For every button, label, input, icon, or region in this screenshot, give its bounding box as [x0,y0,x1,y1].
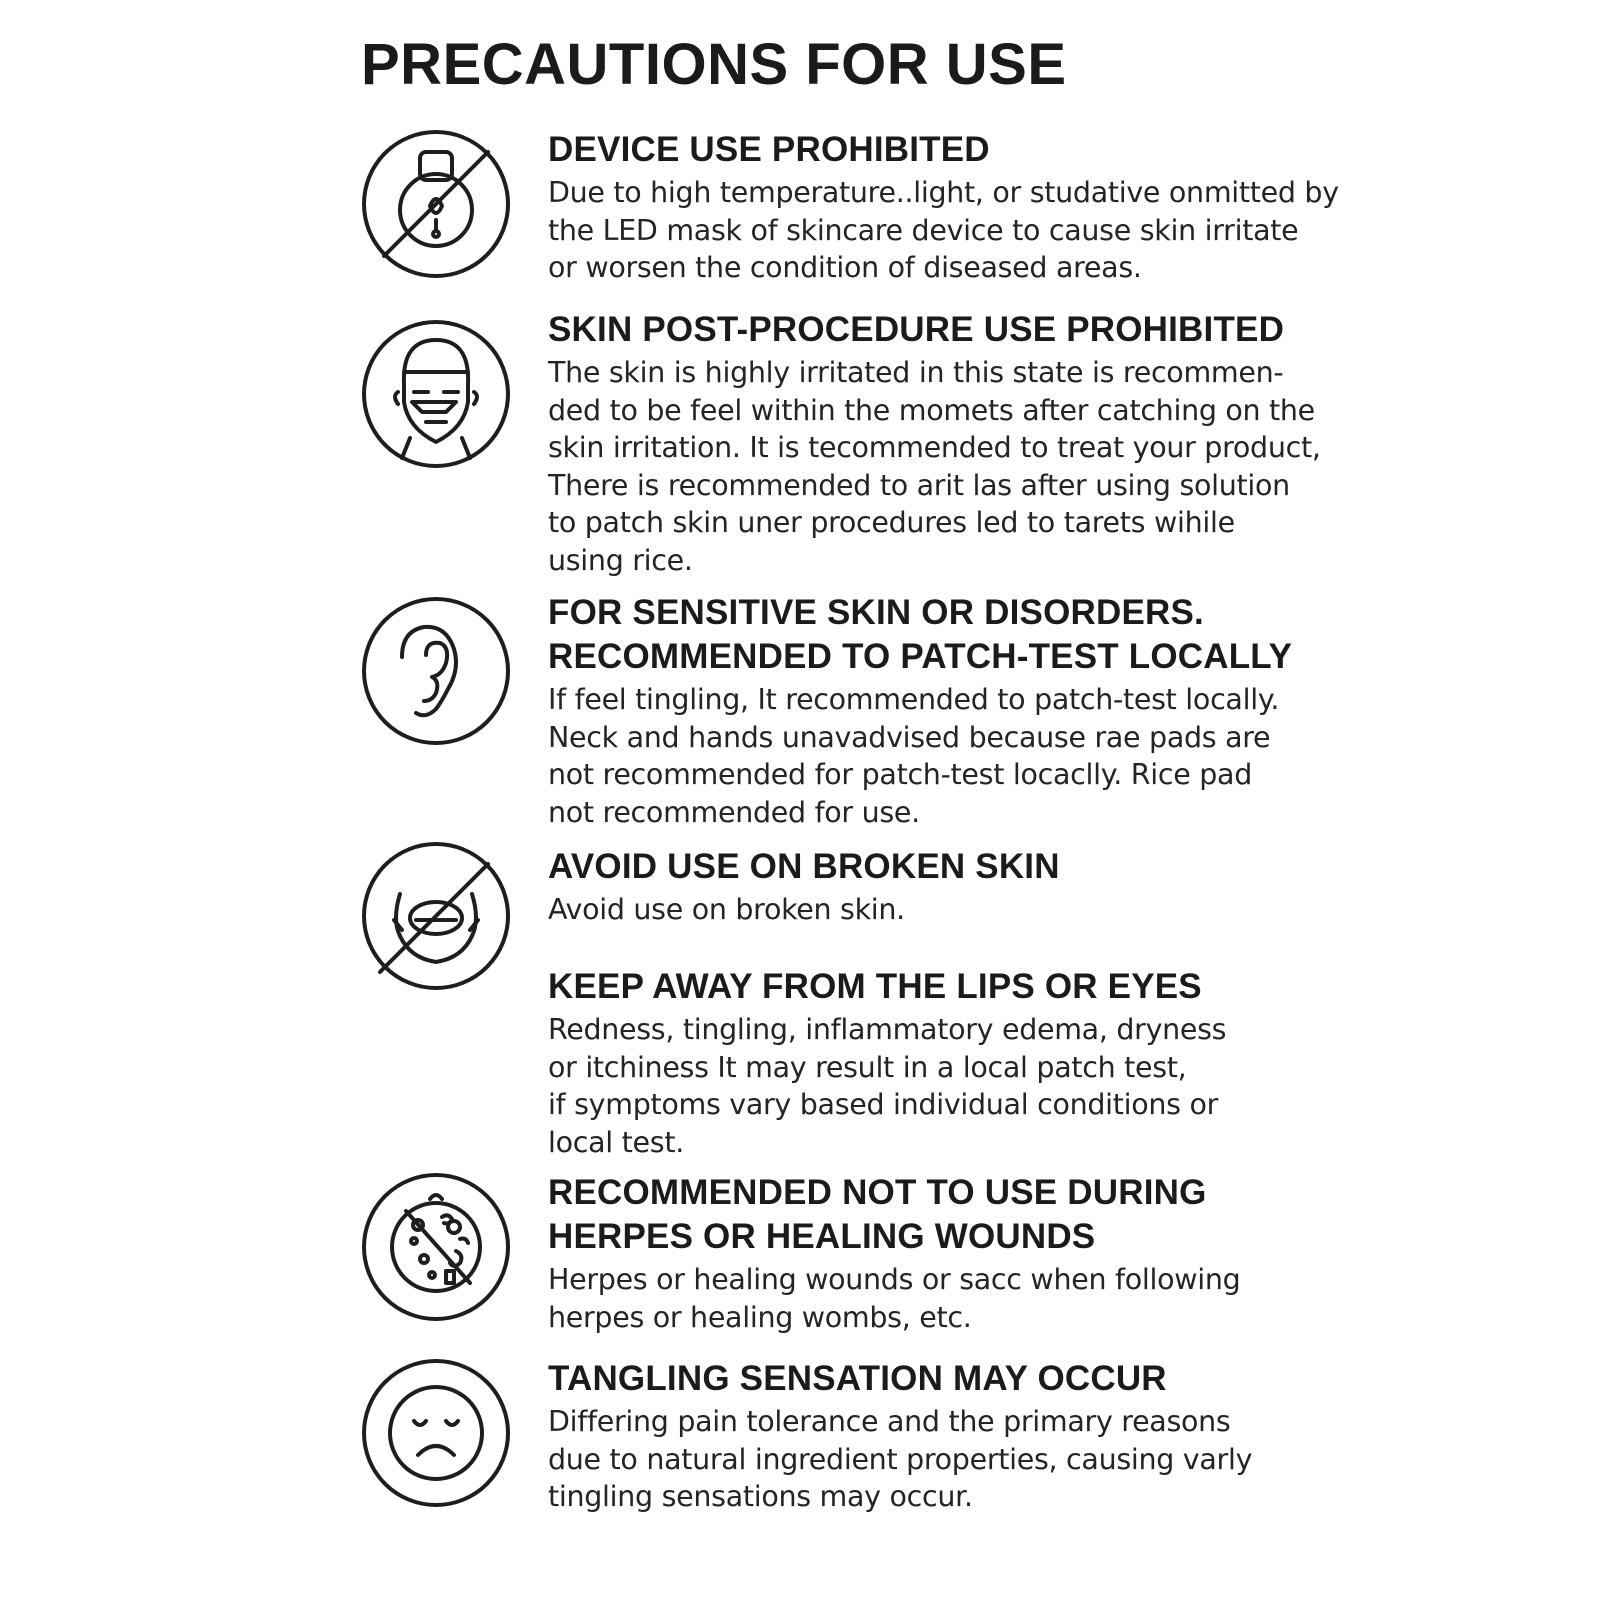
section-body: Redness, tingling, inflammatory edema, dryness or itchiness It may result in a local patch test, if symptoms vary based individual conditions or local test. [548,1013,1227,1159]
section-herpes-healing-wounds [548,1171,1348,1336]
section-keep-away-lips-eyes [548,965,1348,1161]
no-herpes-icon [360,1171,512,1323]
section-heading: TANGLING SENSATION MAY OCCUR [548,1359,1167,1398]
section-skin-post-procedure [548,308,1348,579]
section-body: Herpes or healing wounds or sacc when following herpes or healing wombs, etc. [548,1263,1241,1334]
section-heading: DEVICE USE PROHIBITED [548,130,990,169]
face-mask-icon [360,318,512,470]
section-heading: FOR SENSITIVE SKIN OR DISORDERS. RECOMMENDED TO PATCH-TEST LOCALLY [548,593,1293,676]
section-body: If feel tingling, It recommended to patch-test locally. Neck and hands unavadvised because rae pads are not recommended for patch-test locaclly. Rice pad not recommended for use. [548,683,1280,829]
section-tangling-sensation [548,1357,1348,1516]
sad-face-icon [360,1357,512,1509]
section-heading: AVOID USE ON BROKEN SKIN [548,847,1060,886]
section-body: Differing pain tolerance and the primary reasons due to natural ingredient properties, causing varly tingling sensations may occur. [548,1405,1253,1513]
no-broken-skin-icon [360,840,512,992]
ear-icon [360,595,512,747]
section-device-use-prohibited [548,128,1348,287]
section-sensitive-skin [548,591,1348,831]
page-title: PRECAUTIONS FOR USE [361,32,1067,97]
section-heading: SKIN POST-PROCEDURE USE PROHIBITED [548,310,1285,349]
section-heading: RECOMMENDED NOT TO USE DURING HERPES OR HEALING WOUNDS [548,1173,1207,1256]
no-device-icon [360,128,512,280]
section-heading: KEEP AWAY FROM THE LIPS OR EYES [548,967,1202,1006]
section-body: Due to high temperature..light, or studative onmitted by the LED mask of skincare device to cause skin irritate or worsen the condition of diseased areas. [548,176,1339,284]
section-body: The skin is highly irritated in this state is recommen- ded to be feel within the momets after catching on the skin irritation. It is tecommended to treat your product, There is recommended to arit las after using solution to patch skin uner procedures led to tarets wihile using rice. [548,356,1321,577]
section-avoid-broken-skin [548,845,1348,929]
section-body: Avoid use on broken skin. [548,893,905,926]
